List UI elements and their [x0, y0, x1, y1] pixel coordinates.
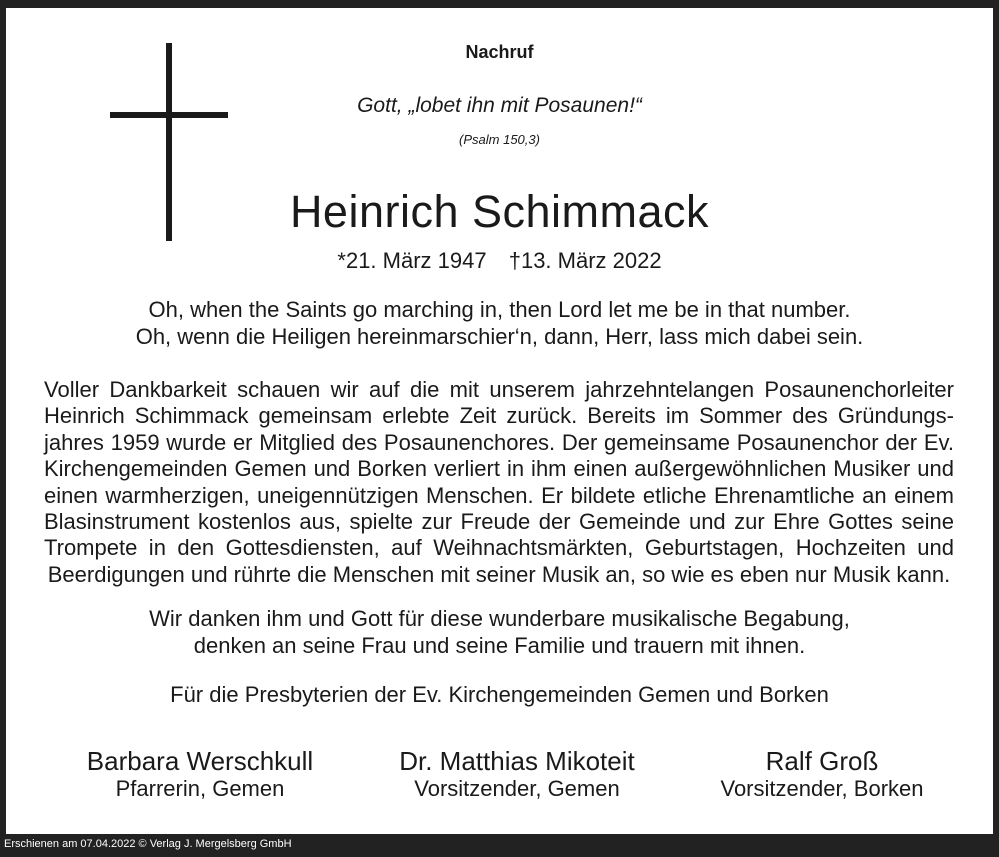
song-lyrics [6, 296, 993, 350]
deceased-name: Heinrich Schimmack [289, 186, 710, 237]
birth-date: *21. März 1947 [337, 248, 487, 273]
signatory [376, 746, 658, 802]
signatory [69, 746, 331, 802]
presbyteries-line: Für die Presbyterien der Ev. Kirchengemeinden Gemen und Borken [170, 682, 829, 707]
signatory-name: Ralf Groß [765, 746, 879, 776]
publication-footer: Erschienen am 07.04.2022 © Verlag J. Mergelsberg GmbH [4, 838, 292, 850]
signatory-role: Vorsitzender, Gemen [414, 776, 620, 801]
signatory-role: Vorsitzender, Borken [720, 776, 924, 801]
quote-reference: (Psalm 150,3) [459, 132, 540, 147]
obituary-notice [6, 8, 993, 834]
closing-text [6, 605, 993, 659]
notice-heading: Nachruf [465, 42, 534, 62]
closing-line: Wir danken ihm und Gott für diese wunderbare musikalische Begabung, [149, 606, 850, 631]
lyrics-line-german: Oh, wenn die Heiligen hereinmarschier‘n, dann, Herr, lass mich dabei sein. [135, 324, 864, 349]
signatory-name: Dr. Matthias Mikoteit [399, 746, 635, 776]
bible-quote: Gott, „lobet ihn mit Posaunen!“ [357, 94, 642, 117]
life-dates [6, 248, 993, 274]
signatory [699, 746, 945, 802]
death-date: †13. März 2022 [508, 248, 662, 273]
lyrics-line-english: Oh, when the Saints go marching in, then Lord let me be in that number. [148, 297, 851, 322]
signatory-role: Pfarrerin, Gemen [115, 776, 285, 801]
signatory-name: Barbara Werschkull [86, 746, 314, 776]
obituary-body: Voller Dankbarkeit schauen wir auf die mit unserem jahrzehntelangen Posaunenchorleiter Heinrich Schimmack gemeinsam erlebte Zeit zurück. Bereits im Sommer des Gründungsjahres 1959 wurde er Mitglied des Posaunenchores. Der gemeinsame Posaunenchor der Ev. Kirchengemeinden Gemen und Borken verliert in ihm einen außergewöhnlichen Musiker und einen warmherzigen, uneigennützigen Menschen. Er bildete etliche Ehrenamtliche an einem Blasinstrument kostenlos aus, spielte zur Freude der Gemeinde und zur Ehre Gottes seine Trompete in den Gottesdiensten, auf Weihnachtsmärkten, Geburtstagen, Hochzeiten und Beerdigungen und rührte die Menschen mit seiner Musik an, so wie es eben nur Musik kann. [44, 377, 954, 587]
closing-line: denken an seine Frau und seine Familie und trauern mit ihnen. [193, 633, 806, 658]
